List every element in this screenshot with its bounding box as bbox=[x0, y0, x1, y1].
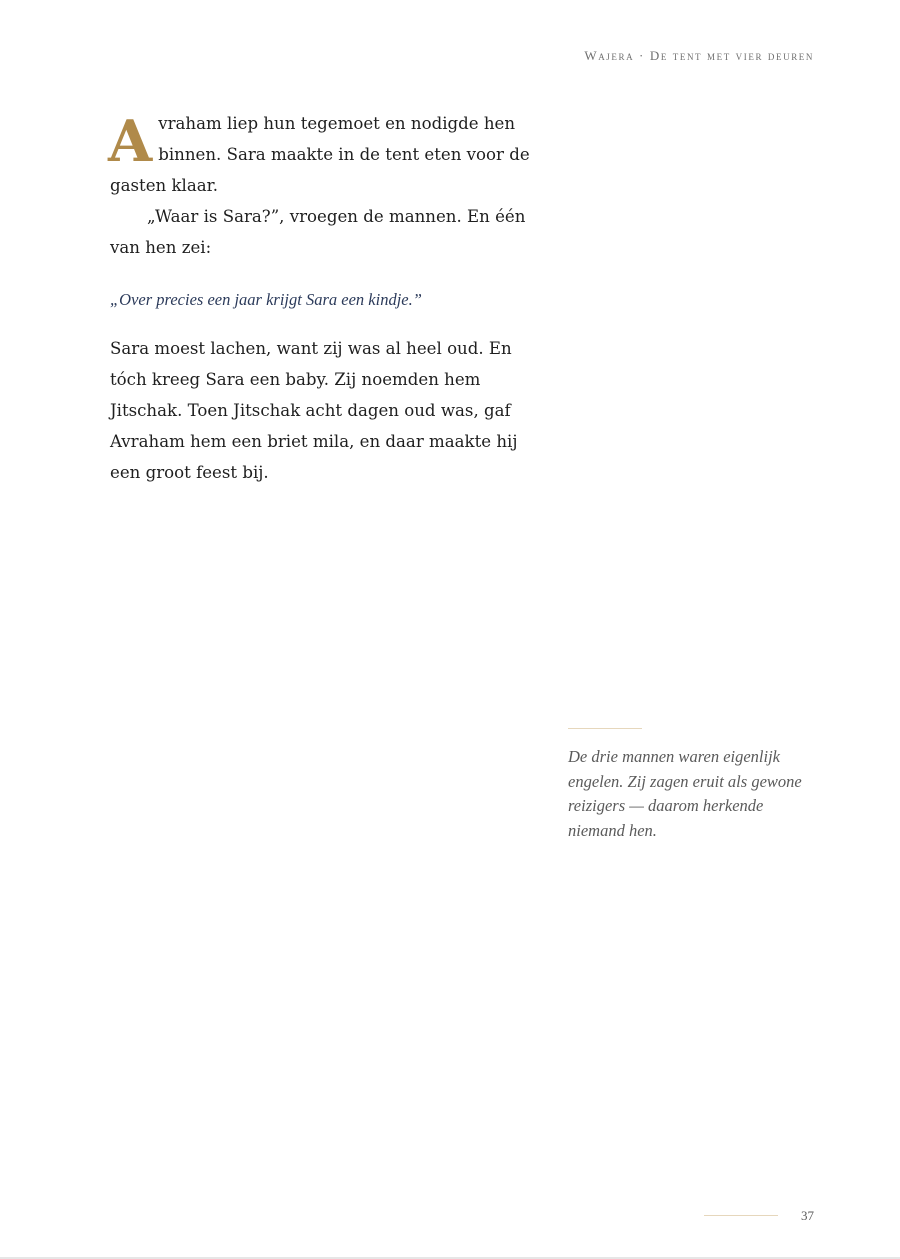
running-header: Wajera · De tent met vier deuren bbox=[584, 48, 814, 63]
page-number: 37 bbox=[801, 1208, 814, 1223]
sidenote-divider bbox=[568, 728, 642, 729]
dialogue-paragraph: „Waar is Sara?”, vroegen de mannen. En één van hen zei: bbox=[110, 207, 526, 257]
opening-paragraph-text: vraham liep hun tegemoet en nodigde hen binnen. Sara maakte in de tent eten voor de gasten klaar. bbox=[110, 114, 530, 195]
quote: „Over precies een jaar krijgt Sara een kindje.” bbox=[110, 290, 422, 309]
footer-divider bbox=[704, 1215, 778, 1216]
drop-cap: A bbox=[108, 108, 153, 175]
sidenote-text: De drie mannen waren eigenlijk engelen. Zij zagen eruit als gewone reizigers — daarom herkende niemand hen. bbox=[568, 747, 802, 840]
main-text-column bbox=[110, 108, 550, 488]
sidenote bbox=[568, 728, 824, 843]
closing-paragraph: Sara moest lachen, want zij was al heel oud. En tóch kreeg Sara een baby. Zij noemden hem Jitschak. Toen Jitschak acht dagen oud was, gaf Avraham hem een briet mila, en daar maakte hij een groot feest bij. bbox=[110, 339, 518, 482]
opening-paragraph bbox=[110, 108, 550, 201]
